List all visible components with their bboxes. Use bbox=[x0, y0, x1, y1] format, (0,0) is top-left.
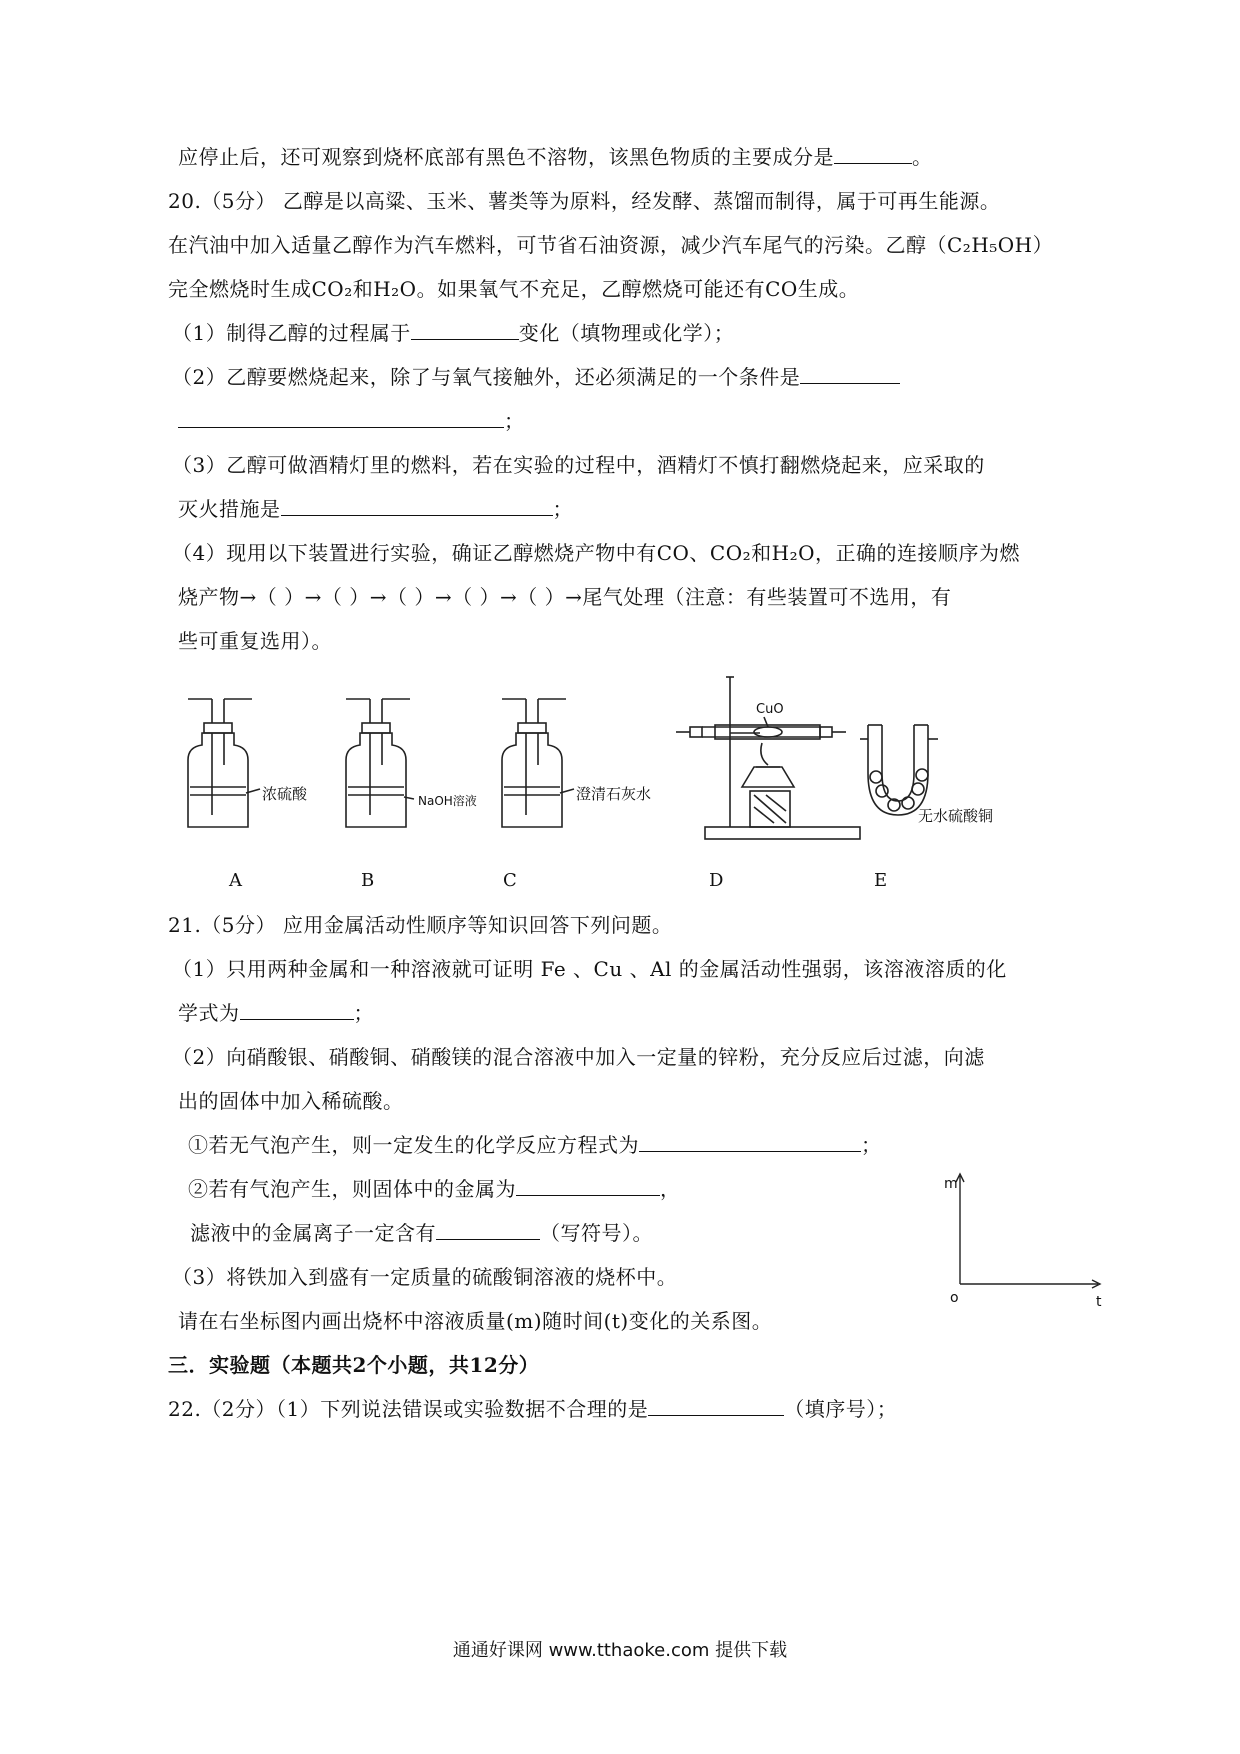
answer-blank[interactable] bbox=[800, 365, 900, 384]
answer-blank[interactable] bbox=[178, 409, 504, 428]
q21-part3-cont: 请在右坐标图内画出烧杯中溶液质量(m)随时间(t)变化的关系图。 bbox=[178, 1309, 773, 1333]
q21-part2-cont: 出的固体中加入稀硫酸。 bbox=[178, 1089, 404, 1113]
q20-part4: （4）现用以下装置进行实验，确证乙醇燃烧产物中有CO、CO₂和H₂O，正确的连接顺序为燃 bbox=[172, 541, 1020, 565]
q21-part2-sub1 bbox=[188, 1133, 882, 1157]
text: 。 bbox=[912, 145, 933, 169]
mass-time-axes[interactable] bbox=[930, 1166, 1110, 1316]
text-line: 在汽油中加入适量乙醇作为汽车燃料，可节省石油资源，减少汽车尾气的污染。乙醇（C₂H₅OH） bbox=[168, 233, 1054, 257]
apparatus-letter-a: A bbox=[229, 870, 242, 891]
text: （写符号）。 bbox=[540, 1221, 653, 1245]
label-a: 浓硫酸 bbox=[262, 785, 308, 803]
label-c: 澄清石灰水 bbox=[576, 785, 652, 803]
question-21-header: 21.（5分） 应用金属活动性顺序等知识回答下列问题。 bbox=[168, 913, 673, 937]
text: （2）乙醇要燃烧起来，除了与氧气接触外，还必须满足的一个条件是 bbox=[172, 365, 801, 389]
q20-part4-cont: 烧产物→（ ）→（ ）→（ ）→（ ）→（ ）→尾气处理（注意：有些装置可不选用，有 bbox=[178, 585, 952, 609]
q21-part1: （1）只用两种金属和一种溶液就可证明 Fe 、Cu 、Al 的金属活动性强弱，该溶液溶质的化 bbox=[172, 957, 1007, 981]
q20-part2-cont bbox=[178, 409, 525, 433]
section-3-heading: 三．实验题（本题共2个小题，共12分） bbox=[168, 1353, 540, 1377]
q20-part4-cont: 些可重复选用）。 bbox=[178, 629, 332, 653]
text: ①若无气泡产生，则一定发生的化学反应方程式为 bbox=[188, 1133, 639, 1157]
text-line: 完全燃烧时生成CO₂和H₂O。如果氧气不充足，乙醇燃烧可能还有CO生成。 bbox=[168, 277, 860, 301]
text: 应停止后，还可观察到烧杯底部有黑色不溶物，该黑色物质的主要成分是 bbox=[178, 145, 834, 169]
text: 灭火措施是 bbox=[178, 497, 281, 521]
apparatus-letter-c: C bbox=[503, 870, 517, 891]
bottle-b-icon bbox=[346, 699, 414, 827]
text: 变化（填物理或化学）； bbox=[518, 321, 735, 345]
answer-blank[interactable] bbox=[648, 1397, 784, 1416]
q21-part3: （3）将铁加入到盛有一定质量的硫酸铜溶液的烧杯中。 bbox=[172, 1265, 678, 1289]
question-20-header: 20.（5分） 乙醇是以高粱、玉米、薯类等为原料，经发酵、蒸馏而制得，属于可再生能源。 bbox=[168, 189, 1001, 213]
answer-blank[interactable] bbox=[834, 145, 912, 164]
bottle-c-icon bbox=[502, 699, 574, 827]
answer-blank[interactable] bbox=[516, 1177, 660, 1196]
text: ； bbox=[861, 1133, 882, 1157]
label-b: NaOH溶液 bbox=[418, 794, 477, 808]
page-footer: 通通好课网 www.tthaoke.com 提供下载 bbox=[452, 1640, 788, 1661]
answer-blank[interactable] bbox=[436, 1221, 540, 1240]
apparatus-letter-e: E bbox=[874, 870, 888, 891]
q21-part1-cont bbox=[178, 1001, 374, 1025]
q21-part2-sub3 bbox=[190, 1221, 653, 1245]
answer-blank[interactable] bbox=[240, 1001, 354, 1020]
question-22 bbox=[168, 1397, 897, 1421]
answer-blank[interactable] bbox=[281, 497, 553, 516]
text: ； bbox=[552, 497, 573, 521]
q20-part1 bbox=[172, 321, 734, 345]
text-line bbox=[178, 145, 933, 169]
text: 学式为 bbox=[178, 1001, 240, 1025]
y-axis-label: m bbox=[944, 1176, 958, 1192]
text: ②若有气泡产生，则固体中的金属为 bbox=[188, 1177, 516, 1201]
apparatus-letter-b: B bbox=[361, 870, 375, 891]
text: 滤液中的金属离子一定含有 bbox=[190, 1221, 436, 1245]
text: （1）制得乙醇的过程属于 bbox=[172, 321, 411, 345]
text: （填序号）； bbox=[784, 1397, 898, 1421]
q21-part2: （2）向硝酸银、硝酸铜、硝酸镁的混合溶液中加入一定量的锌粉，充分反应后过滤，向滤 bbox=[172, 1045, 985, 1069]
u-tube-e-icon bbox=[860, 725, 938, 815]
text: ； bbox=[353, 1001, 374, 1025]
bottle-a-icon bbox=[188, 699, 260, 827]
q20-part3-cont bbox=[178, 497, 573, 521]
answer-blank[interactable] bbox=[411, 321, 519, 340]
label-e: 无水硫酸铜 bbox=[918, 807, 994, 825]
text: ； bbox=[504, 409, 525, 433]
apparatus-diagram bbox=[160, 665, 1060, 910]
x-axis-label: t bbox=[1096, 1294, 1102, 1310]
q21-part2-sub2 bbox=[188, 1177, 681, 1201]
text: 22.（2分）（1）下列说法错误或实验数据不合理的是 bbox=[168, 1397, 649, 1421]
apparatus-letter-d: D bbox=[709, 870, 724, 891]
q20-part2 bbox=[172, 365, 900, 389]
q20-part3: （3）乙醇可做酒精灯里的燃料，若在实验的过程中，酒精灯不慎打翻燃烧起来，应采取的 bbox=[172, 453, 985, 477]
origin-label: o bbox=[950, 1290, 959, 1306]
text: ， bbox=[660, 1177, 681, 1201]
label-d: CuO bbox=[756, 702, 784, 717]
answer-blank[interactable] bbox=[639, 1133, 861, 1152]
